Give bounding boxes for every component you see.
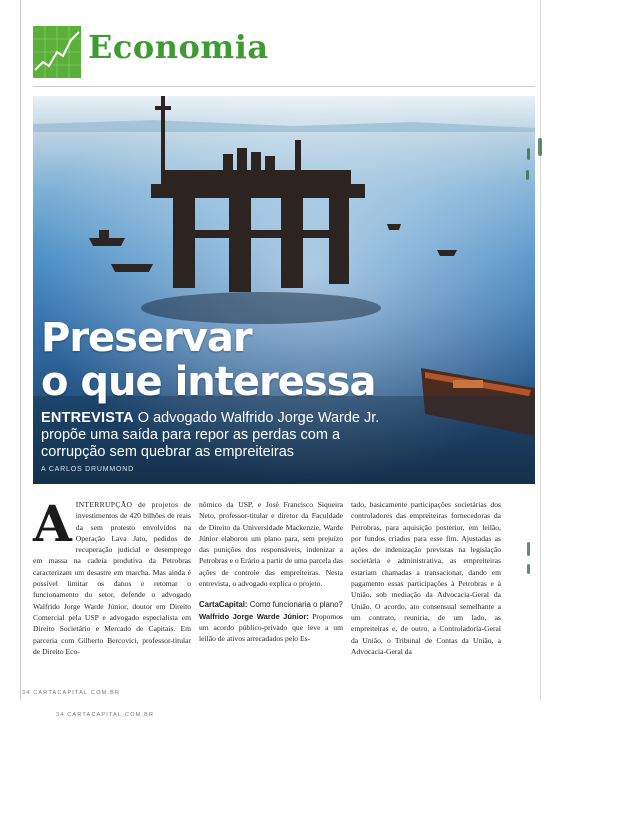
scan-mark — [538, 138, 542, 156]
lead-caps: INTERRUPÇÃO de projetos — [75, 500, 179, 509]
dek-text: O advogado Walfrido Jorge Warde Jr. propõe uma saída para repor as perdas com a corrupção sem quebrar as empreiteiras — [41, 410, 380, 460]
header-rule — [33, 86, 535, 87]
scan-mark — [527, 564, 530, 574]
byline: A CARLOS DRUMMOND — [41, 466, 134, 473]
column-3-text: tado, basicamente participações societárias dos controladores das empreiteiras fornecedoras da Petrobras, para aquisição posterior, em leilão, por fundos criados para esse fim. Ajustadas as ações de indenização previstas na legislação societária e administrativa, as empreiteiras estariam chamadas a transacionar, dando em pagamento essas participações à Petrobras e à União, sob mediação da Advocacia-Geral da União. O acordo, ato consensual semelhante a um contrato, reuniria, de um lado, as empreiteiras e, de outro, a Controladoria-Geral da União, o Tribunal de Contas da União, a Advocacia-Geral da — [351, 500, 501, 656]
section-title: Economia — [88, 28, 269, 66]
column-1-text: de investimentos de 420 bilhões de reais da sem protesto envolvidos na Operação Lava Jato, pedidos de recuperação judicial e desemprego em massa na cadeia produtiva da Petrobras caracterizam um desastre em marcha. Mas ainda é possível limitar os danos e retomar o funcionamento do setor, defende o advogado Walfrido Jorge Warde Júnior, doutor em Direito Comercial pela USP e advogado especialista em Direito Societário e Mercado de Capitais. Em parceria com Gilberto Bercovici, professor-titular de Direito Eco- — [33, 500, 191, 656]
page-edge-left — [20, 0, 21, 700]
article-column-3 — [351, 499, 501, 657]
answer-1 — [199, 611, 343, 645]
hero-image — [33, 96, 535, 484]
article-column-2 — [199, 499, 343, 645]
question-1-text: Como funcionaria o plano? — [247, 600, 343, 610]
folio-top: 34 CARTACAPITAL.COM.BR — [22, 690, 121, 696]
scan-mark — [527, 148, 530, 160]
dropcap: A — [33, 494, 72, 553]
question-1 — [199, 599, 343, 610]
section-logo-icon — [33, 26, 81, 78]
folio-bottom: 34 CARTACAPITAL.COM.BR — [56, 712, 155, 718]
headline — [41, 316, 375, 404]
answer-1-label: Walfrido Jorge Warde Júnior: — [199, 611, 309, 621]
question-1-label: CartaCapital: — [199, 600, 248, 610]
column-2-text: nômico da USP, e José Francisco Siqueira Neto, professor-titular e diretor da Faculdade de Direito da Universidade Mackenzie, Warde Júnior elaborou um plano para, sem prejuízo das punições dos responsáveis, indenizar a Petrobras e o Erário a partir de uma parcela das ações de controle das empreiteiras. Nesta entrevista, o advogado explica o projeto. — [199, 500, 344, 589]
answer-1-text: Propomos um acordo público-privado que leve a um leilão de ativos arrecadados pelo Es- — [199, 611, 343, 644]
article-column-1 — [33, 494, 191, 657]
dek-label: ENTREVISTA — [41, 410, 134, 426]
scan-mark — [527, 542, 530, 556]
scan-mark — [526, 170, 529, 180]
page-edge-right — [540, 0, 541, 700]
headline-line-2: o que interessa — [41, 359, 376, 405]
headline-line-1: Preservar — [41, 315, 252, 361]
dek — [41, 410, 401, 461]
